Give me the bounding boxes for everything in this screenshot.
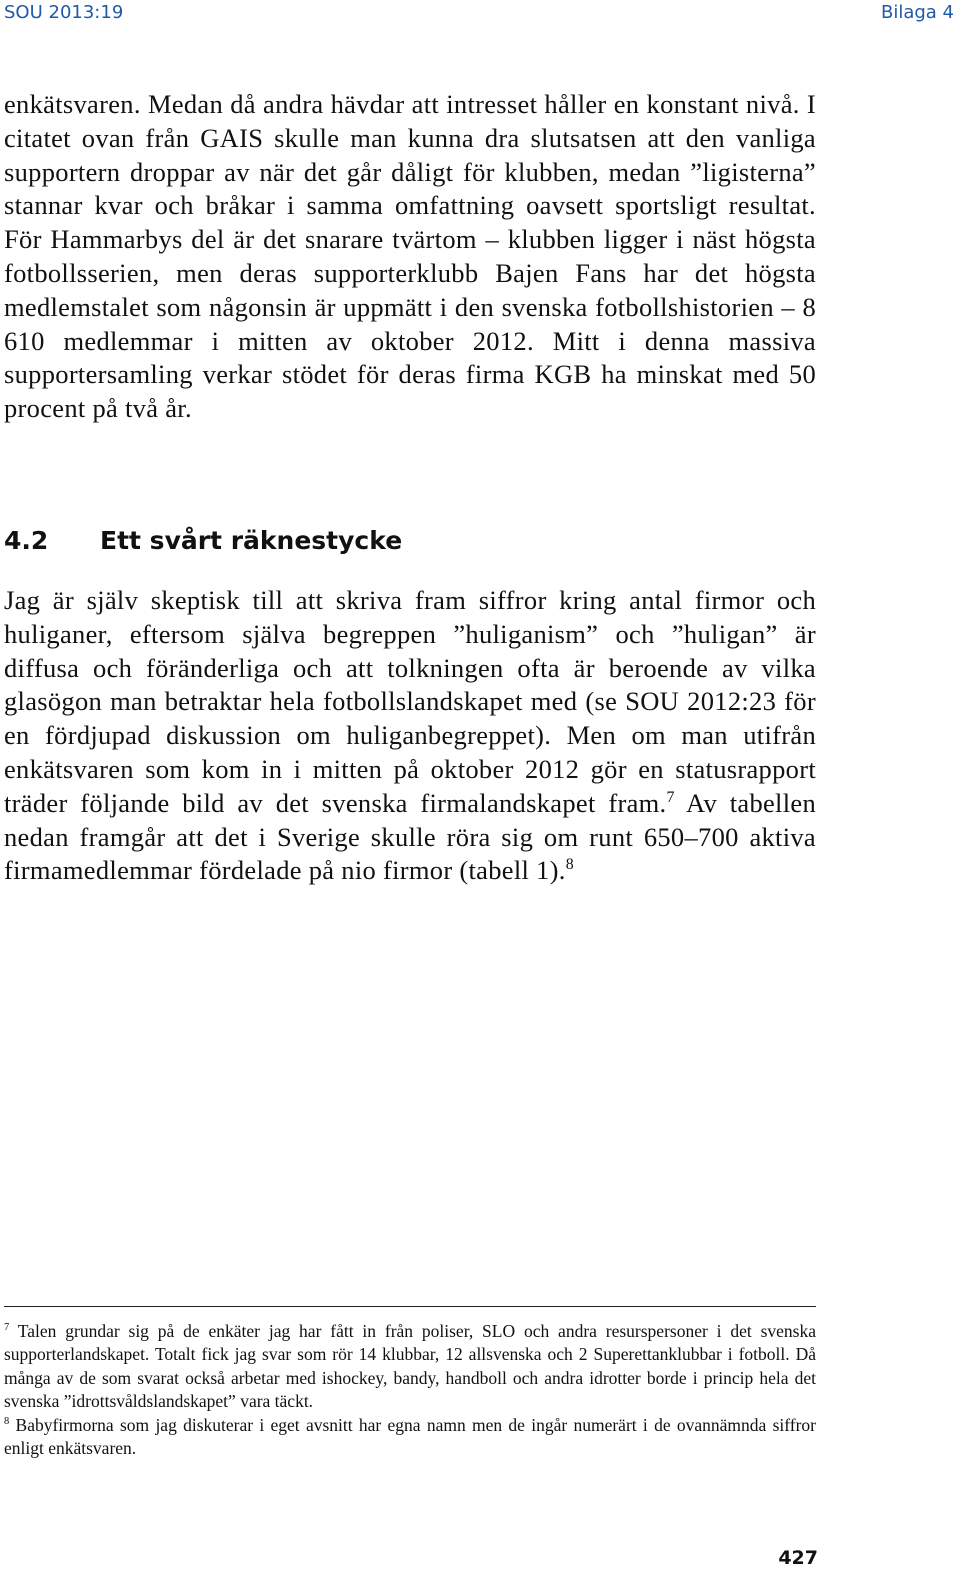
body-paragraph-1: enkätsvaren. Medan då andra hävdar att intresset håller en konstant nivå. I citatet ovan från GAIS skulle man kunna dra slutsatsen att den vanliga supportern droppar av när det går dåligt för klubben, medan ”ligisterna” stannar kvar och bråkar i samma omfattning oavsett sportsligt resultat. För Hammarbys del är det snarare tvärtom – klubben ligger i näst högsta fotbollsserien, men deras supporterklubb Bajen Fans har det högsta medlemstalet som någonsin är uppmätt i den svenska fotbollshistorien – 8 610 medlemmar i mitten av oktober 2012. Mitt i denna massiva supportersamling verkar stödet för deras firma KGB ha minskat med 50 procent på två år. (4, 89, 816, 424)
page-number: 427 (778, 1547, 818, 1569)
footnote-number: 8 (4, 1415, 10, 1427)
running-header (0, 0, 960, 28)
footnote-ref-8[interactable]: 8 (565, 856, 574, 874)
footnote-ref-7[interactable]: 7 (666, 788, 675, 806)
footnote-7 (4, 1320, 816, 1414)
section-number: 4.2 (4, 526, 49, 555)
paragraph-text: Av tabellen nedan framgår att det i Sverige skulle röra sig om runt 650–700 aktiva firmamedlemmar fördelade på nio firmor (tabell 1). (4, 787, 816, 886)
footnotes (4, 1320, 816, 1460)
paragraph-text: Jag är själv skeptisk till att skriva fram siffror kring antal firmor och huliganer, eftersom själva begreppen ”huliganism” och ”huligan” är diffusa och föränderliga och att tolkningen ofta är beroende av vilka glasögon man betraktar hela fotbollslandskapet med (se SOU 2012:23 för en fördjupad diskussion om huliganbegreppet). Men om man utifrån enkätsvaren som kom in i mitten på oktober 2012 gör en statusrapport träder följande bild av det svenska firmalandskapet fram. (4, 585, 816, 818)
section-heading (4, 526, 402, 555)
footnote-text: Talen grundar sig på de enkäter jag har fått in från poliser, SLO och andra resurspersoner i det svenska supporterlandskapet. Totalt fick jag svar som rör 14 klubbar, 12 allsvenska och 2 Superettanklubbar i fotboll. Då många av de som svarat också arbetar med ishockey, bandy, handboll och andra idrotter borde i princip hela det svenska ”idrottsvåldslandskapet” vara täckt. (4, 1321, 816, 1412)
report-identifier: SOU 2013:19 (4, 2, 124, 23)
footnote-8 (4, 1414, 816, 1461)
footnote-text: Babyfirmorna som jag diskuterar i eget avsnitt har egna namn men de ingår numerärt i de ovannämnda siffror enligt enkätsvaren. (4, 1414, 816, 1459)
footnote-number: 7 (4, 1322, 10, 1334)
body-paragraph-2 (4, 584, 816, 888)
appendix-label: Bilaga 4 (880, 2, 954, 23)
footnote-divider (4, 1306, 816, 1307)
section-title: Ett svårt räknestycke (100, 526, 403, 555)
